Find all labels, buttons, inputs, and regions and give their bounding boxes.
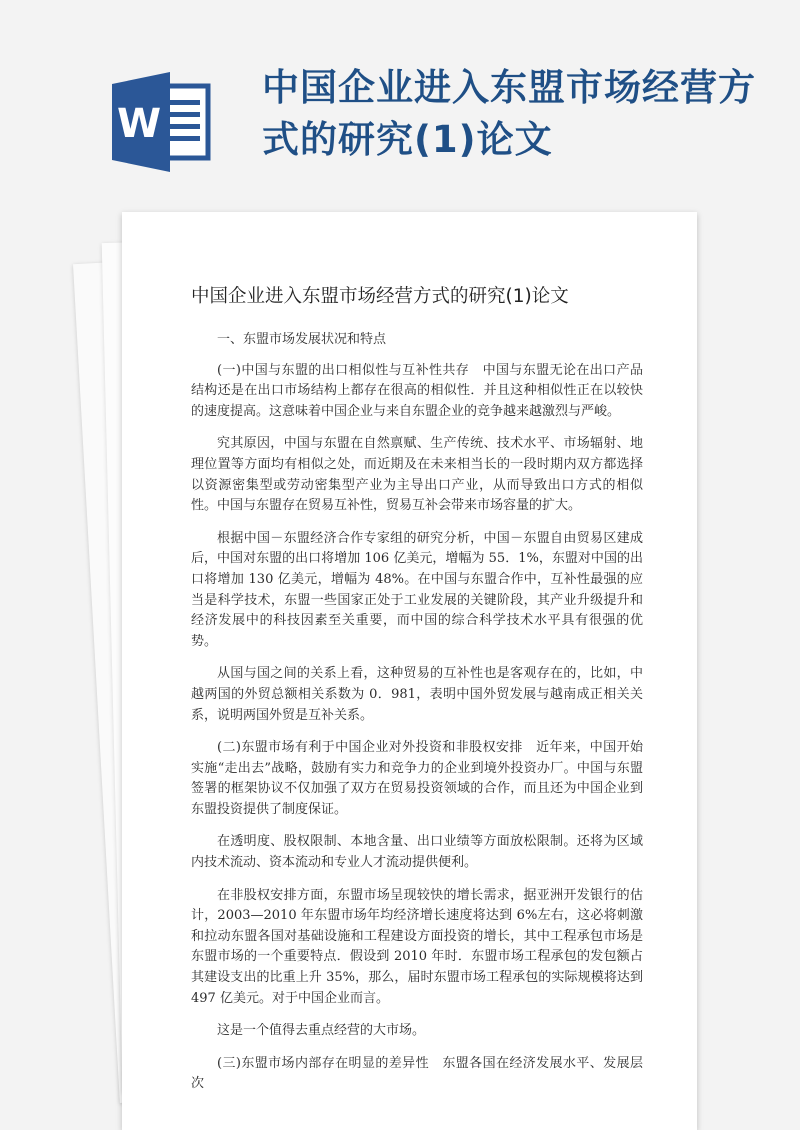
header <box>0 0 800 215</box>
document-title: 中国企业进入东盟市场经营方式的研究(1)论文 <box>191 286 569 307</box>
paragraph: 在非股权安排方面，东盟市场呈现较快的增长需求，据亚洲开发银行的估计，2003—2010 年东盟市场年均经济增长速度将达到 6%左右，这必将刺激和拉动东盟各国对基础设施和工程建设方面投资的增长，其中工程承包市场是东盟市场的一个重要特点．假设到 2010 年时．东盟市场工程承包的发包额占其建设支出的比重上升 35%，那么，届时东盟市场工程承包的实际规模将达到 497 亿美元。对于中国企业而言。 <box>191 887 643 1006</box>
paragraph: (一)中国与东盟的出口相似性与互补性共存 中国与东盟无论在出口产品结构还是在出口市场结构上都存在很高的相似性．并且这种相似性正在以较快的速度提高。这意味着中国企业与来自东盟企业的竞争越来越激烈与严峻。 <box>191 362 643 419</box>
page-title: 中国企业进入东盟市场经营方式的研究(1)论文 <box>262 66 756 161</box>
paragraph: (三)东盟市场内部存在明显的差异性 东盟各国在经济发展水平、发展层次 <box>191 1055 643 1092</box>
section-heading: 一、东盟市场发展状况和特点 <box>217 332 387 347</box>
paragraph: 从国与国之间的关系上看，这种贸易的互补性也是客观存在的，比如，中越两国的外贸总额相关系数为 0．981，表明中国外贸发展与越南成正相关关系，说明两国外贸是互补关系。 <box>191 666 643 723</box>
paragraph: 究其原因，中国与东盟在自然禀赋、生产传统、技术水平、市场辐射、地理位置等方面均有相似之处，而近期及在未来相当长的一段时期内双方都选择以资源密集型或劳动密集型产业为主导出口产业，从而导致出口方式的相似性。中国与东盟存在贸易互补性，贸易互补会带来市场容量的扩大。 <box>191 436 643 514</box>
document-body <box>191 330 643 1107</box>
word-icon-letter: W <box>116 101 162 147</box>
paragraph: 在透明度、股权限制、本地含量、出口业绩等方面放松限制。还将为区域内技术流动、资本流动和专业人才流动提供便利。 <box>191 834 643 871</box>
paragraph: (二)东盟市场有利于中国企业对外投资和非股权安排 近年来，中国开始实施“走出去”战略，鼓励有实力和竞争力的企业到境外投资办厂。中国与东盟签署的框架协议不仅加强了双方在贸易投资领域的合作，而且还为中国企业到东盟投资提供了制度保证。 <box>191 740 643 817</box>
document-page <box>122 212 697 1130</box>
word-document-icon <box>112 72 212 172</box>
paragraph: 这是一个值得去重点经营的大市场。 <box>217 1023 426 1039</box>
paragraph: 根据中国－东盟经济合作专家组的研究分析，中国－东盟自由贸易区建成后，中国对东盟的出口将增加 106 亿美元，增幅为 55．1%，东盟对中国的出口将增加 130 亿美元，增幅为 48%。在中国与东盟合作中，互补性最强的应当是科学技术，东盟一些国家正处于工业发展的关键阶段，其产业升级提升和经济发展中的科技因素至关重要，而中国的综合科学技术水平具有很强的优势。 <box>191 530 643 649</box>
